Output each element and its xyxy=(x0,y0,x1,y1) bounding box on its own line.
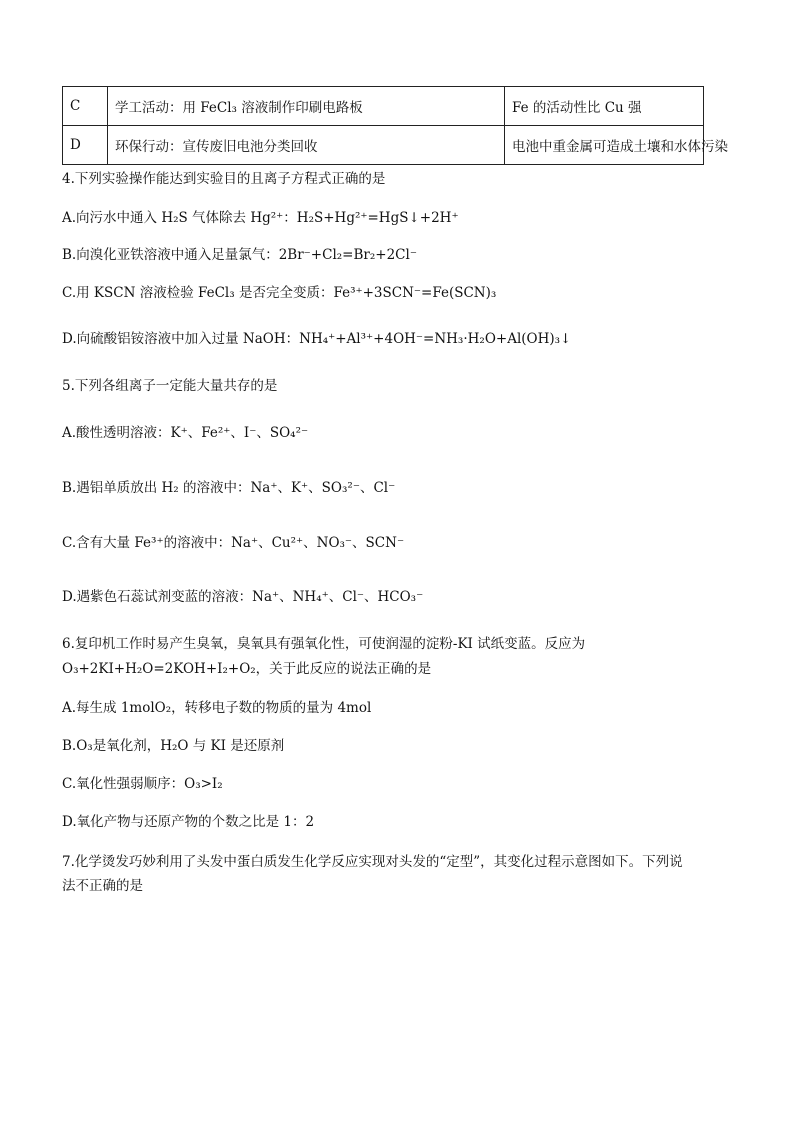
table-row xyxy=(63,87,704,126)
q4-option-b: B.向溴化亚铁溶液中通入足量氯气：2Br⁻+Cl₂=Br₂+2Cl⁻ xyxy=(62,247,417,263)
q5-option-b: B.遇铝单质放出 H₂ 的溶液中：Na⁺、K⁺、SO₃²⁻、Cl⁻ xyxy=(62,480,396,496)
q7-stem-line2: 法不正确的是 xyxy=(62,878,143,894)
row-label: D xyxy=(63,126,108,165)
row-reason: Fe 的活动性比 Cu 强 xyxy=(505,87,704,126)
row-activity: 环保行动：宣传废旧电池分类回收 xyxy=(108,126,505,165)
q4-option-d: D.向硫酸铝铵溶液中加入过量 NaOH：NH₄⁺+Al³⁺+4OH⁻=NH₃·H₂O+Al(OH)₃↓ xyxy=(62,331,572,347)
q6-stem-line2: O₃+2KI+H₂O=2KOH+I₂+O₂，关于此反应的说法正确的是 xyxy=(62,661,432,677)
row-activity: 学工活动：用 FeCl₃ 溶液制作印刷电路板 xyxy=(108,87,505,126)
q7-stem-line1: 7.化学烫发巧妙利用了头发中蛋白质发生化学反应实现对头发的“定型”，其变化过程示意图如下。下列说 xyxy=(62,854,683,870)
q4-option-c: C.用 KSCN 溶液检验 FeCl₃ 是否完全变质：Fe³⁺+3SCN⁻=Fe(SCN)₃ xyxy=(62,285,497,301)
q6-option-b: B.O₃是氧化剂，H₂O 与 KI 是还原剂 xyxy=(62,738,285,754)
table-row xyxy=(63,126,704,165)
q5-option-c: C.含有大量 Fe³⁺的溶液中：Na⁺、Cu²⁺、NO₃⁻、SCN⁻ xyxy=(62,535,405,551)
q6-option-c: C.氧化性强弱顺序：O₃>I₂ xyxy=(62,776,223,792)
q6-option-d: D.氧化产物与还原产物的个数之比是 1：2 xyxy=(62,814,315,830)
q4-option-a: A.向污水中通入 H₂S 气体除去 Hg²⁺：H₂S+Hg²⁺=HgS↓+2H⁺ xyxy=(62,210,459,226)
q5-option-a: A.酸性透明溶液：K⁺、Fe²⁺、I⁻、SO₄²⁻ xyxy=(62,425,309,441)
q6-stem-line1: 6.复印机工作时易产生臭氧，臭氧具有强氧化性，可使润湿的淀粉-KI 试纸变蓝。反应为 xyxy=(62,636,586,652)
row-reason: 电池中重金属可造成土壤和水体污染 xyxy=(505,126,704,165)
q5-option-d: D.遇紫色石蕊试剂变蓝的溶液：Na⁺、NH₄⁺、Cl⁻、HCO₃⁻ xyxy=(62,589,424,605)
q4-stem: 4.下列实验操作能达到实验目的且离子方程式正确的是 xyxy=(62,171,386,187)
q5-stem: 5.下列各组离子一定能大量共存的是 xyxy=(62,378,278,394)
answer-table xyxy=(62,86,728,165)
row-label: C xyxy=(63,87,108,126)
q6-option-a: A.每生成 1molO₂，转移电子数的物质的量为 4mol xyxy=(62,700,372,716)
